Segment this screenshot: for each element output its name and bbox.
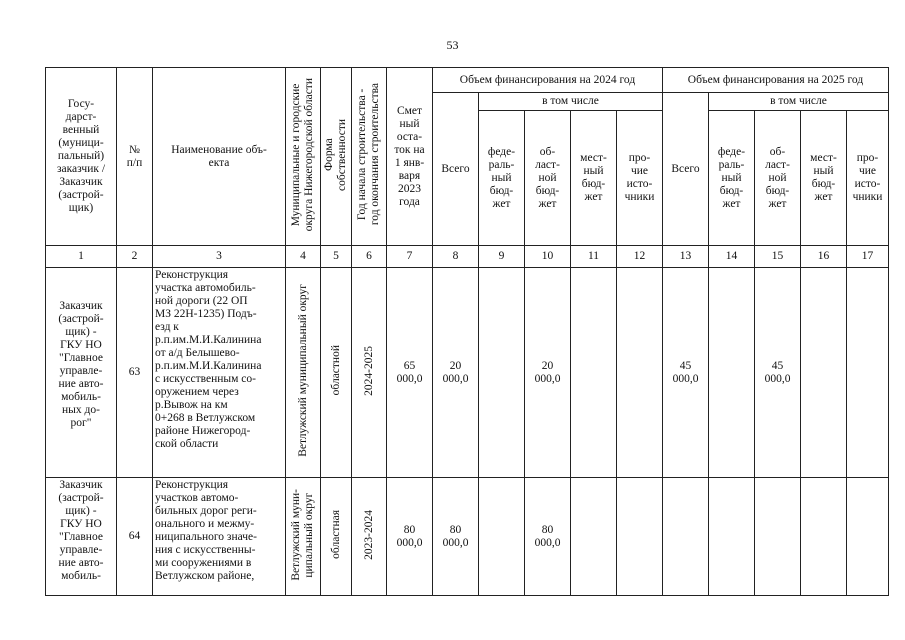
row-total-2024-text: 80 000,0 bbox=[442, 523, 469, 549]
header-federal-2024-text: феде- раль- ный бюд- жет bbox=[487, 145, 516, 210]
header-regional-2024 bbox=[525, 111, 571, 246]
row-local-2024 bbox=[571, 478, 617, 596]
row-ownership bbox=[321, 478, 352, 596]
col-number: 15 bbox=[755, 246, 801, 268]
header-federal-2024 bbox=[479, 111, 525, 246]
header-other-2025 bbox=[847, 111, 889, 246]
header-ownership bbox=[321, 68, 352, 246]
row-other-2024 bbox=[617, 268, 663, 478]
row-district bbox=[286, 478, 321, 596]
header-local-2024-text: мест- ный бюд- жет bbox=[580, 152, 607, 203]
row-regional-2024-text: 20 000,0 bbox=[534, 359, 561, 385]
row-remainder-text: 80 000,0 bbox=[396, 523, 423, 549]
row-years bbox=[352, 478, 387, 596]
row-total-2025 bbox=[663, 268, 709, 478]
table-row bbox=[46, 478, 889, 596]
row-federal-2024 bbox=[479, 268, 525, 478]
table-row bbox=[46, 268, 889, 478]
row-federal-2025 bbox=[709, 478, 755, 596]
row-ownership bbox=[321, 268, 352, 478]
row-total-2024-text: 20 000,0 bbox=[442, 359, 469, 385]
header-years-text: Год начала строительства - год окончания строительства bbox=[356, 83, 381, 226]
header-num bbox=[117, 68, 153, 246]
col-number: 7 bbox=[387, 246, 433, 268]
header-customer bbox=[46, 68, 117, 246]
row-other-2024 bbox=[617, 478, 663, 596]
row-total-2025 bbox=[663, 478, 709, 596]
header-local-2025 bbox=[801, 111, 847, 246]
row-ownership-text: областной bbox=[329, 345, 342, 396]
col-number: 4 bbox=[286, 246, 321, 268]
header-fin-2025: Объем финансирования на 2025 год bbox=[663, 68, 889, 93]
row-remainder-text: 65 000,0 bbox=[396, 359, 423, 385]
row-years-text: 2024-2025 bbox=[362, 345, 375, 396]
header-including-2025: в том числе bbox=[709, 93, 889, 111]
row-customer-text: Заказчик (застрой- щик) - ГКУ НО "Главное управле- ние авто- мобиль- bbox=[58, 479, 104, 582]
header-district-text: Муниципальные и городские округа Нижегородской области bbox=[290, 77, 315, 232]
row-object-name-text: Реконструкция участка автомобиль- ной дороги (22 ОП МЗ 22Н-1235) Подъ- езд к р.п.им.М.И.Калинина от а/д Белышево- р.п.им.М.И.Калинина с искусственным со- оружением через р.Вывож на км 0+268 в Ветлужском районе Нижегород- ской области bbox=[155, 269, 262, 450]
col-number: 2 bbox=[117, 246, 153, 268]
col-number: 16 bbox=[801, 246, 847, 268]
row-regional-2025 bbox=[755, 478, 801, 596]
row-num: 63 bbox=[117, 268, 153, 478]
financing-table bbox=[45, 67, 889, 596]
row-remainder bbox=[387, 268, 433, 478]
header-including-2024: в том числе bbox=[479, 93, 663, 111]
header-regional-2025 bbox=[755, 111, 801, 246]
col-number: 14 bbox=[709, 246, 755, 268]
col-number: 9 bbox=[479, 246, 525, 268]
header-fin-2024: Объем финансирования на 2024 год bbox=[433, 68, 663, 93]
col-number: 13 bbox=[663, 246, 709, 268]
header-row-1 bbox=[46, 68, 889, 93]
row-district-text: Ветлужский муни- ципальный округ bbox=[290, 488, 315, 581]
row-regional-2025 bbox=[755, 268, 801, 478]
header-total-2025: Всего bbox=[663, 93, 709, 246]
header-regional-2025-text: об- ласт- ной бюд- жет bbox=[765, 145, 790, 210]
header-name bbox=[153, 68, 286, 246]
row-regional-2024-text: 80 000,0 bbox=[534, 523, 561, 549]
row-num: 64 bbox=[117, 478, 153, 596]
header-total-2024: Всего bbox=[433, 93, 479, 246]
header-federal-2025 bbox=[709, 111, 755, 246]
row-other-2025 bbox=[847, 478, 889, 596]
row-regional-2024 bbox=[525, 268, 571, 478]
col-number: 5 bbox=[321, 246, 352, 268]
col-number: 6 bbox=[352, 246, 387, 268]
col-number: 11 bbox=[571, 246, 617, 268]
header-other-2024-text: про- чие исто- чники bbox=[624, 152, 655, 203]
header-district bbox=[286, 68, 321, 246]
col-number: 17 bbox=[847, 246, 889, 268]
row-federal-2024 bbox=[479, 478, 525, 596]
header-regional-2024-text: об- ласт- ной бюд- жет bbox=[535, 145, 560, 210]
row-object-name bbox=[153, 268, 286, 478]
column-number-row bbox=[46, 246, 889, 268]
row-total-2025-text: 45 000,0 bbox=[672, 359, 699, 385]
header-other-2024 bbox=[617, 111, 663, 246]
col-number: 3 bbox=[153, 246, 286, 268]
row-other-2025 bbox=[847, 268, 889, 478]
header-num-text: № п/п bbox=[126, 143, 143, 169]
row-customer bbox=[46, 268, 117, 478]
header-federal-2025-text: феде- раль- ный бюд- жет bbox=[717, 145, 746, 210]
row-district-text: Ветлужский муниципальный округ bbox=[296, 284, 309, 457]
row-ownership-text: областная bbox=[329, 510, 342, 559]
row-remainder bbox=[387, 478, 433, 596]
row-local-2025 bbox=[801, 478, 847, 596]
header-customer-text: Госу- дарст- венный (муници- пальный) заказчик / Заказчик (застрой- щик) bbox=[56, 98, 106, 214]
header-remainder-text: Смет ный оста- ток на 1 янв- варя 2023 года bbox=[394, 104, 425, 208]
row-local-2025 bbox=[801, 268, 847, 478]
row-total-2024 bbox=[433, 268, 479, 478]
row-district bbox=[286, 268, 321, 478]
header-years bbox=[352, 68, 387, 246]
col-number: 10 bbox=[525, 246, 571, 268]
col-number: 1 bbox=[46, 246, 117, 268]
row-object-name bbox=[153, 478, 286, 596]
row-customer-text: Заказчик (застрой- щик) - ГКУ НО "Главное управле- ние авто- мобиль- ных до- рог" bbox=[58, 300, 104, 429]
row-federal-2025 bbox=[709, 268, 755, 478]
header-other-2025-text: про- чие исто- чники bbox=[852, 152, 883, 203]
header-ownership-text: Форма собственности bbox=[323, 118, 348, 191]
row-object-name-text: Реконструкция участков автомо- бильных дорог реги- онального и межму- ниципального значе- ния с искусственны- ми сооружениями в Ветлужском районе, bbox=[155, 479, 257, 582]
row-local-2024 bbox=[571, 268, 617, 478]
col-number: 8 bbox=[433, 246, 479, 268]
header-local-2024 bbox=[571, 111, 617, 246]
row-years bbox=[352, 268, 387, 478]
header-remainder bbox=[387, 68, 433, 246]
row-regional-2025-text: 45 000,0 bbox=[764, 359, 791, 385]
page-number: 53 bbox=[446, 38, 459, 52]
row-regional-2024 bbox=[525, 478, 571, 596]
row-years-text: 2023-2024 bbox=[362, 509, 375, 560]
header-name-text: Наименование объ- екта bbox=[171, 143, 267, 169]
row-total-2024 bbox=[433, 478, 479, 596]
col-number: 12 bbox=[617, 246, 663, 268]
row-customer bbox=[46, 478, 117, 596]
header-local-2025-text: мест- ный бюд- жет bbox=[810, 152, 837, 203]
